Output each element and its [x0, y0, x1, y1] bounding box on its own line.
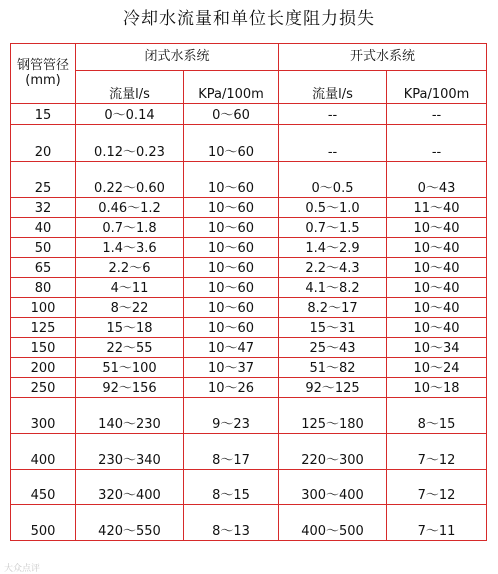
open-pressure-cell: 10～34 — [387, 338, 487, 358]
watermark-logo: 大众点评 — [4, 564, 41, 574]
pipe-diameter-cell: 25 — [11, 162, 76, 198]
closed-pressure-header: KPa/100m — [184, 71, 279, 104]
pipe-diameter-cell: 125 — [11, 318, 76, 338]
open-pressure-cell: 10～24 — [387, 358, 487, 378]
table-row — [11, 298, 487, 318]
open-flow-cell: 400～500 — [279, 505, 387, 541]
closed-flow-cell: 140～230 — [76, 398, 184, 434]
pipe-diameter-cell: 65 — [11, 258, 76, 278]
closed-flow-cell: 0.12～0.23 — [76, 125, 184, 162]
open-pressure-cell: 8～15 — [387, 398, 487, 434]
closed-flow-cell: 0.46～1.2 — [76, 198, 184, 218]
open-pressure-cell: 10～40 — [387, 318, 487, 338]
table-row — [11, 505, 487, 541]
open-flow-cell: 51～82 — [279, 358, 387, 378]
header-row-1 — [11, 44, 487, 71]
closed-pressure-cell: 10～47 — [184, 338, 279, 358]
pipe-diameter-header — [11, 44, 76, 104]
closed-flow-cell: 92～156 — [76, 378, 184, 398]
closed-pressure-cell: 9～23 — [184, 398, 279, 434]
closed-flow-cell: 320～400 — [76, 470, 184, 505]
open-flow-cell: 125～180 — [279, 398, 387, 434]
table-row — [11, 434, 487, 470]
pipe-diameter-cell: 100 — [11, 298, 76, 318]
closed-pressure-cell: 10～60 — [184, 318, 279, 338]
open-pressure-cell: 10～40 — [387, 218, 487, 238]
open-system-header: 开式水系统 — [279, 44, 487, 71]
closed-pressure-cell: 10～60 — [184, 125, 279, 162]
closed-system-header: 闭式水系统 — [76, 44, 279, 71]
open-flow-cell: 2.2～4.3 — [279, 258, 387, 278]
flow-resistance-table — [10, 43, 487, 541]
header-row-2 — [11, 71, 487, 104]
table-row — [11, 470, 487, 505]
closed-pressure-cell: 10～37 — [184, 358, 279, 378]
closed-pressure-cell: 10～60 — [184, 298, 279, 318]
open-flow-cell: 15～31 — [279, 318, 387, 338]
open-pressure-header: KPa/100m — [387, 71, 487, 104]
pipe-diameter-cell: 500 — [11, 505, 76, 541]
pipe-diameter-cell: 250 — [11, 378, 76, 398]
table-row — [11, 358, 487, 378]
open-flow-cell: 220～300 — [279, 434, 387, 470]
closed-flow-cell: 0.22～0.60 — [76, 162, 184, 198]
open-pressure-cell: 11～40 — [387, 198, 487, 218]
pipe-diameter-label: 钢管管径 — [16, 57, 69, 73]
pipe-diameter-cell: 32 — [11, 198, 76, 218]
open-flow-cell: 25～43 — [279, 338, 387, 358]
open-flow-cell: 300～400 — [279, 470, 387, 505]
pipe-diameter-cell: 80 — [11, 278, 76, 298]
closed-pressure-cell: 10～60 — [184, 238, 279, 258]
open-flow-cell: 92～125 — [279, 378, 387, 398]
table-row — [11, 338, 487, 358]
page-title: 冷却水流量和单位长度阻力损失 — [123, 9, 375, 29]
table-row — [11, 318, 487, 338]
closed-flow-header: 流量l/s — [76, 71, 184, 104]
closed-flow-cell: 4～11 — [76, 278, 184, 298]
closed-flow-cell: 0～0.14 — [76, 104, 184, 125]
closed-pressure-cell: 10～60 — [184, 278, 279, 298]
closed-pressure-cell: 10～60 — [184, 198, 279, 218]
pipe-diameter-cell: 40 — [11, 218, 76, 238]
closed-flow-cell: 0.7～1.8 — [76, 218, 184, 238]
open-pressure-cell: 10～18 — [387, 378, 487, 398]
table-row — [11, 125, 487, 162]
closed-flow-cell: 1.4～3.6 — [76, 238, 184, 258]
closed-flow-cell: 8～22 — [76, 298, 184, 318]
closed-flow-cell: 22～55 — [76, 338, 184, 358]
table-row — [11, 258, 487, 278]
open-flow-cell: 0～0.5 — [279, 162, 387, 198]
open-pressure-cell: 10～40 — [387, 238, 487, 258]
table-row — [11, 238, 487, 258]
open-pressure-cell: 10～40 — [387, 278, 487, 298]
closed-flow-cell: 420～550 — [76, 505, 184, 541]
open-flow-header: 流量l/s — [279, 71, 387, 104]
open-flow-cell: 0.5～1.0 — [279, 198, 387, 218]
table-row — [11, 104, 487, 125]
closed-flow-cell: 2.2～6 — [76, 258, 184, 278]
table-row — [11, 218, 487, 238]
open-pressure-cell: 0～43 — [387, 162, 487, 198]
pipe-diameter-cell: 50 — [11, 238, 76, 258]
closed-flow-cell: 230～340 — [76, 434, 184, 470]
pipe-diameter-cell: 150 — [11, 338, 76, 358]
open-pressure-cell: 10～40 — [387, 258, 487, 278]
open-pressure-cell: 7～11 — [387, 505, 487, 541]
pipe-diameter-cell: 20 — [11, 125, 76, 162]
table-row — [11, 378, 487, 398]
pipe-diameter-cell: 300 — [11, 398, 76, 434]
closed-pressure-cell: 8～17 — [184, 434, 279, 470]
table-row — [11, 162, 487, 198]
pipe-diameter-cell: 450 — [11, 470, 76, 505]
open-pressure-cell: 7～12 — [387, 470, 487, 505]
table-row — [11, 278, 487, 298]
pipe-diameter-cell: 15 — [11, 104, 76, 125]
open-flow-cell: 8.2～17 — [279, 298, 387, 318]
closed-flow-cell: 15～18 — [76, 318, 184, 338]
open-flow-cell: 4.1～8.2 — [279, 278, 387, 298]
table-row — [11, 198, 487, 218]
pipe-diameter-unit: (mm) — [25, 72, 61, 88]
open-flow-cell: 1.4～2.9 — [279, 238, 387, 258]
closed-pressure-cell: 10～60 — [184, 218, 279, 238]
open-flow-cell: 0.7～1.5 — [279, 218, 387, 238]
closed-pressure-cell: 0～60 — [184, 104, 279, 125]
open-pressure-cell: -- — [387, 125, 487, 162]
table-body — [11, 44, 487, 541]
closed-pressure-cell: 10～60 — [184, 162, 279, 198]
pipe-diameter-cell: 200 — [11, 358, 76, 378]
closed-pressure-cell: 10～26 — [184, 378, 279, 398]
table-row — [11, 398, 487, 434]
open-pressure-cell: 7～12 — [387, 434, 487, 470]
closed-pressure-cell: 10～60 — [184, 258, 279, 278]
open-flow-cell: -- — [279, 125, 387, 162]
closed-pressure-cell: 8～15 — [184, 470, 279, 505]
closed-pressure-cell: 8～13 — [184, 505, 279, 541]
open-flow-cell: -- — [279, 104, 387, 125]
open-pressure-cell: -- — [387, 104, 487, 125]
open-pressure-cell: 10～40 — [387, 298, 487, 318]
pipe-diameter-cell: 400 — [11, 434, 76, 470]
closed-flow-cell: 51～100 — [76, 358, 184, 378]
